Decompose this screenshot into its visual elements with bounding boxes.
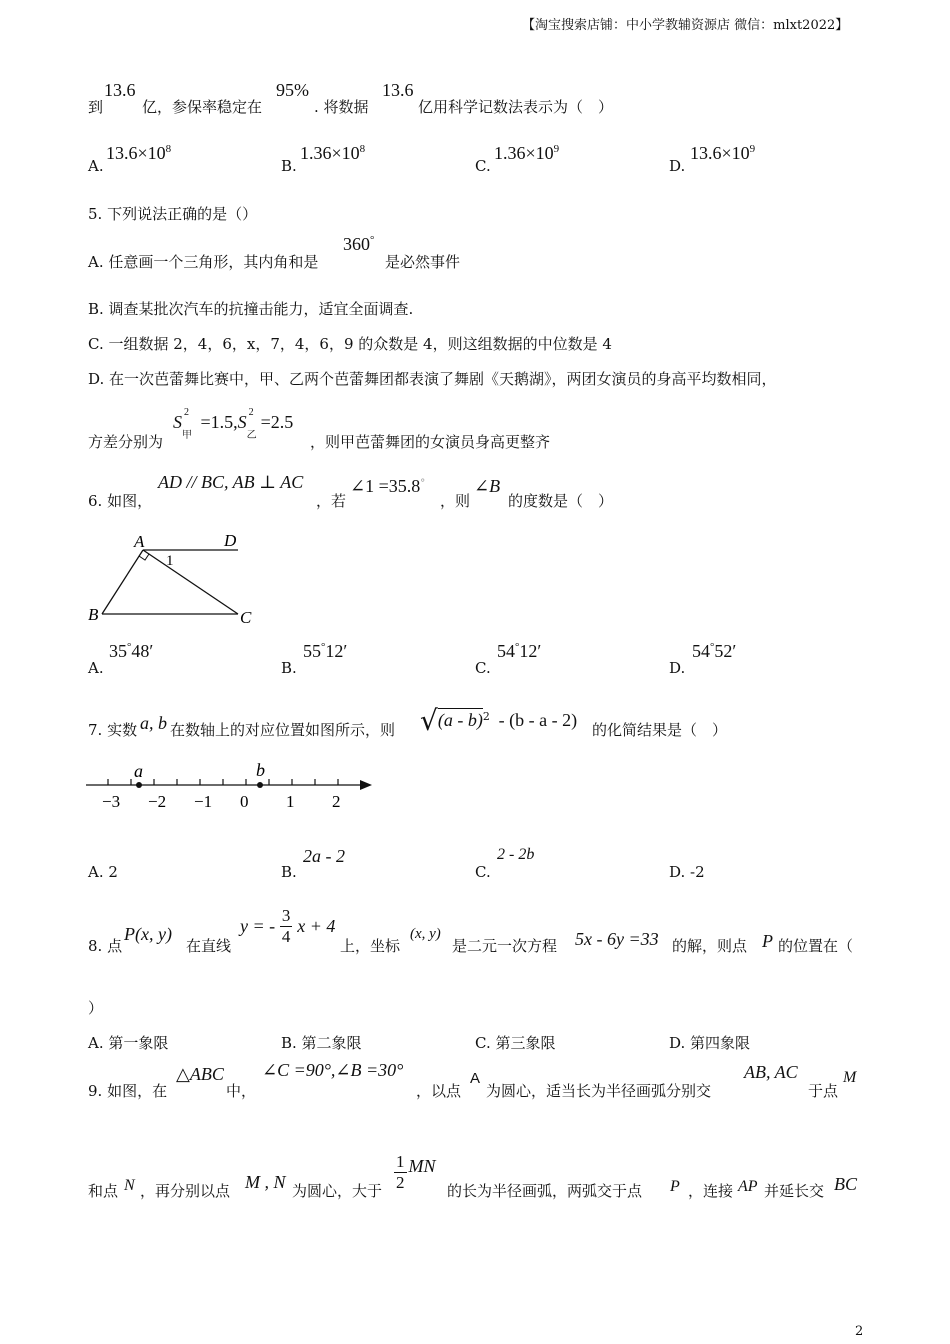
q9-text-4: 为圆心，适当长为半径画弧分别交 — [486, 1082, 712, 1100]
tick-label-3: 0 — [240, 792, 249, 811]
q6-triangle-figure — [80, 525, 280, 630]
q6-text-4: 的度数是（ ） — [508, 492, 614, 510]
q7-option-a: A. 2 — [88, 863, 118, 881]
label-a: a — [134, 761, 143, 781]
line-ac — [143, 550, 238, 614]
q7-ab: a, b — [140, 713, 167, 733]
tick-label-4: 1 — [286, 792, 295, 811]
q8-option-c: C. 第三象限 — [475, 1034, 556, 1052]
q4-option-a-label: A. — [88, 157, 104, 175]
q9-text-2: 中， — [226, 1082, 257, 1100]
q8-option-a: A. 第一象限 — [88, 1034, 169, 1052]
q7-option-c-label: C. — [475, 863, 491, 881]
q9-half-mn: $\frac{1}{2}$ MN — [396, 1152, 436, 1192]
q4-text-3: . 将数据 — [314, 98, 369, 116]
label-b: b — [256, 760, 265, 780]
label-a: A — [134, 532, 145, 551]
q9-point-p: P — [670, 1178, 680, 1195]
q9-text-7: ，再分别以点 — [140, 1182, 231, 1200]
label-angle-1: 1 — [166, 553, 174, 569]
q5-option-a-text-2: 是必然事件 — [385, 253, 461, 271]
q4-number-2: 95% — [276, 80, 309, 100]
q4-option-d-label: D. — [669, 157, 686, 175]
q4-option-c-label: C. — [475, 157, 491, 175]
q9-point-n: N — [124, 1177, 135, 1194]
q6-text-3: ，则 — [440, 492, 471, 510]
q8-point-p: P(x, y) — [124, 924, 172, 944]
q8-text-3: 上，坐标 — [340, 937, 401, 955]
q8-option-b: B. 第二象限 — [281, 1034, 362, 1052]
q8-text-4: 是二元一次方程 — [452, 937, 558, 955]
q4-option-a: $13.6\times 10^8$ — [106, 143, 172, 163]
q6-angle-1: ∠1 =35.8° — [350, 476, 426, 496]
label-b: B — [88, 605, 99, 624]
q6-option-a: 35°48′ — [109, 641, 154, 661]
q4-option-b: $1.36\times 10^8$ — [300, 143, 366, 163]
q7-text-1: 7. 实数 — [88, 721, 138, 739]
tick-label-0: −3 — [102, 792, 121, 811]
q5-option-d-text: 方差分别为 — [88, 433, 164, 451]
q9-text-3: ，以点 — [416, 1082, 462, 1100]
tick-label-5: 2 — [332, 792, 341, 811]
q9-point-a: A — [470, 1070, 481, 1087]
q7-number-line — [80, 758, 380, 814]
q6-option-b: 55°12′ — [303, 641, 348, 661]
q6-option-d-label: D. — [669, 659, 686, 677]
q6-text-1: 6. 如图， — [88, 492, 153, 510]
q7-option-b: 2a - 2 — [303, 846, 345, 866]
q5-stem: 5. 下列说法正确的是（） — [88, 205, 258, 223]
q8-point-p-2: P — [762, 931, 773, 951]
q4-text-2: 亿，参保率稳定在 — [142, 98, 263, 116]
q4-text-1: 到 — [88, 98, 104, 116]
q4-option-b-label: B. — [281, 157, 297, 175]
label-d: D — [224, 531, 237, 550]
q9-points-mn: M , N — [245, 1172, 286, 1192]
q7-text-2: 在数轴上的对应位置如图所示，则 — [170, 721, 396, 739]
q5-option-d-text-2: ，则甲芭蕾舞团的女演员身高更整齐 — [310, 433, 551, 451]
q6-condition: AD // BC, AB ⊥ AC — [158, 472, 304, 492]
q5-option-a-text: A. 任意画一个三角形，其内角和是 — [88, 253, 319, 271]
q5-option-b: B. 调查某批次汽车的抗撞击能力，适宜全面调查. — [88, 300, 414, 318]
q8-option-d: D. 第四象限 — [669, 1034, 751, 1052]
q9-text-8: 为圆心，大于 — [292, 1182, 383, 1200]
q5-variance-formula: S 2 甲 =1.5,S 2 乙 =2.5 — [173, 407, 294, 441]
point-b — [257, 782, 263, 788]
q8-line-equation: y = - $\frac{3}{4}$ x + 4 — [240, 906, 336, 946]
point-a — [136, 782, 142, 788]
q4-option-d: $13.6\times 10^9$ — [690, 143, 756, 163]
q9-text-5: 于点 — [808, 1082, 839, 1100]
q4-number-1: 13.6 — [104, 80, 136, 100]
q8-close-paren: ） — [88, 999, 104, 1017]
q6-angle-b: ∠B — [474, 476, 501, 496]
q9-line-bc: BC — [834, 1174, 858, 1194]
q9-text-9: 的长为半径画弧，两弧交于点 — [447, 1182, 643, 1200]
q5-option-d-line-1: D. 在一次芭蕾舞比赛中，甲、乙两个芭蕾舞团都表演了舞剧《天鹅湖》，两团女演员的身高平均数相同， — [88, 370, 777, 388]
q6-text-2: ，若 — [316, 492, 347, 510]
q9-text-11: 并延长交 — [764, 1182, 825, 1200]
label-c: C — [240, 608, 252, 627]
page-number: 2 — [855, 1324, 864, 1339]
q4-text-4: 亿用科学记数法表示为（ ） — [418, 98, 614, 116]
q9-point-m: M — [843, 1069, 857, 1086]
q5-option-c: C. 一组数据 2，4，6，x，7，4，6，9 的众数是 4，则这组数据的中位数是 4 — [88, 335, 612, 353]
q5-option-a-degree: 360° — [343, 234, 375, 254]
axis-arrow — [360, 780, 372, 790]
q7-text-3: 的化简结果是（ ） — [592, 721, 728, 739]
q9-ab-ac: AB, AC — [744, 1062, 798, 1082]
line-ab — [102, 550, 143, 614]
tick-label-1: −2 — [148, 792, 167, 811]
q8-coordinate: (x, y) — [410, 926, 441, 942]
q7-expression: √(a - b)$^2$ - (b - a - 2) — [420, 704, 578, 737]
q6-option-d: 54°52′ — [692, 641, 737, 661]
q4-option-c: $1.36\times 10^9$ — [494, 143, 560, 163]
q9-line-ap: AP — [738, 1178, 758, 1195]
q9-text-6: 和点 — [88, 1182, 119, 1200]
q7-option-b-label: B. — [281, 863, 297, 881]
q9-text-10: ，连接 — [688, 1182, 734, 1200]
q8-text-5: 的解，则点 — [672, 937, 748, 955]
q8-equation: 5x - 6y =33 — [575, 929, 659, 949]
page-header: 【淘宝搜索店铺：中小学教辅资源店 微信：mlxt2022】 — [522, 18, 849, 33]
q6-option-c-label: C. — [475, 659, 491, 677]
q6-option-b-label: B. — [281, 659, 297, 677]
q6-option-c: 54°12′ — [497, 641, 542, 661]
q7-option-c: 2 - 2b — [497, 846, 535, 863]
q8-text-2: 在直线 — [186, 937, 232, 955]
q8-text-6: 的位置在（ — [778, 937, 854, 955]
q6-option-a-label: A. — [88, 659, 104, 677]
q8-text-1: 8. 点 — [88, 937, 123, 955]
q9-angle-condition: ∠C =90°,∠B =30° — [262, 1060, 404, 1080]
q7-option-d: D. -2 — [669, 863, 705, 881]
q4-number-3: 13.6 — [382, 80, 414, 100]
q9-text-1: 9. 如图，在 — [88, 1082, 168, 1100]
tick-label-2: −1 — [194, 792, 213, 811]
q9-triangle: △ABC — [176, 1064, 224, 1084]
